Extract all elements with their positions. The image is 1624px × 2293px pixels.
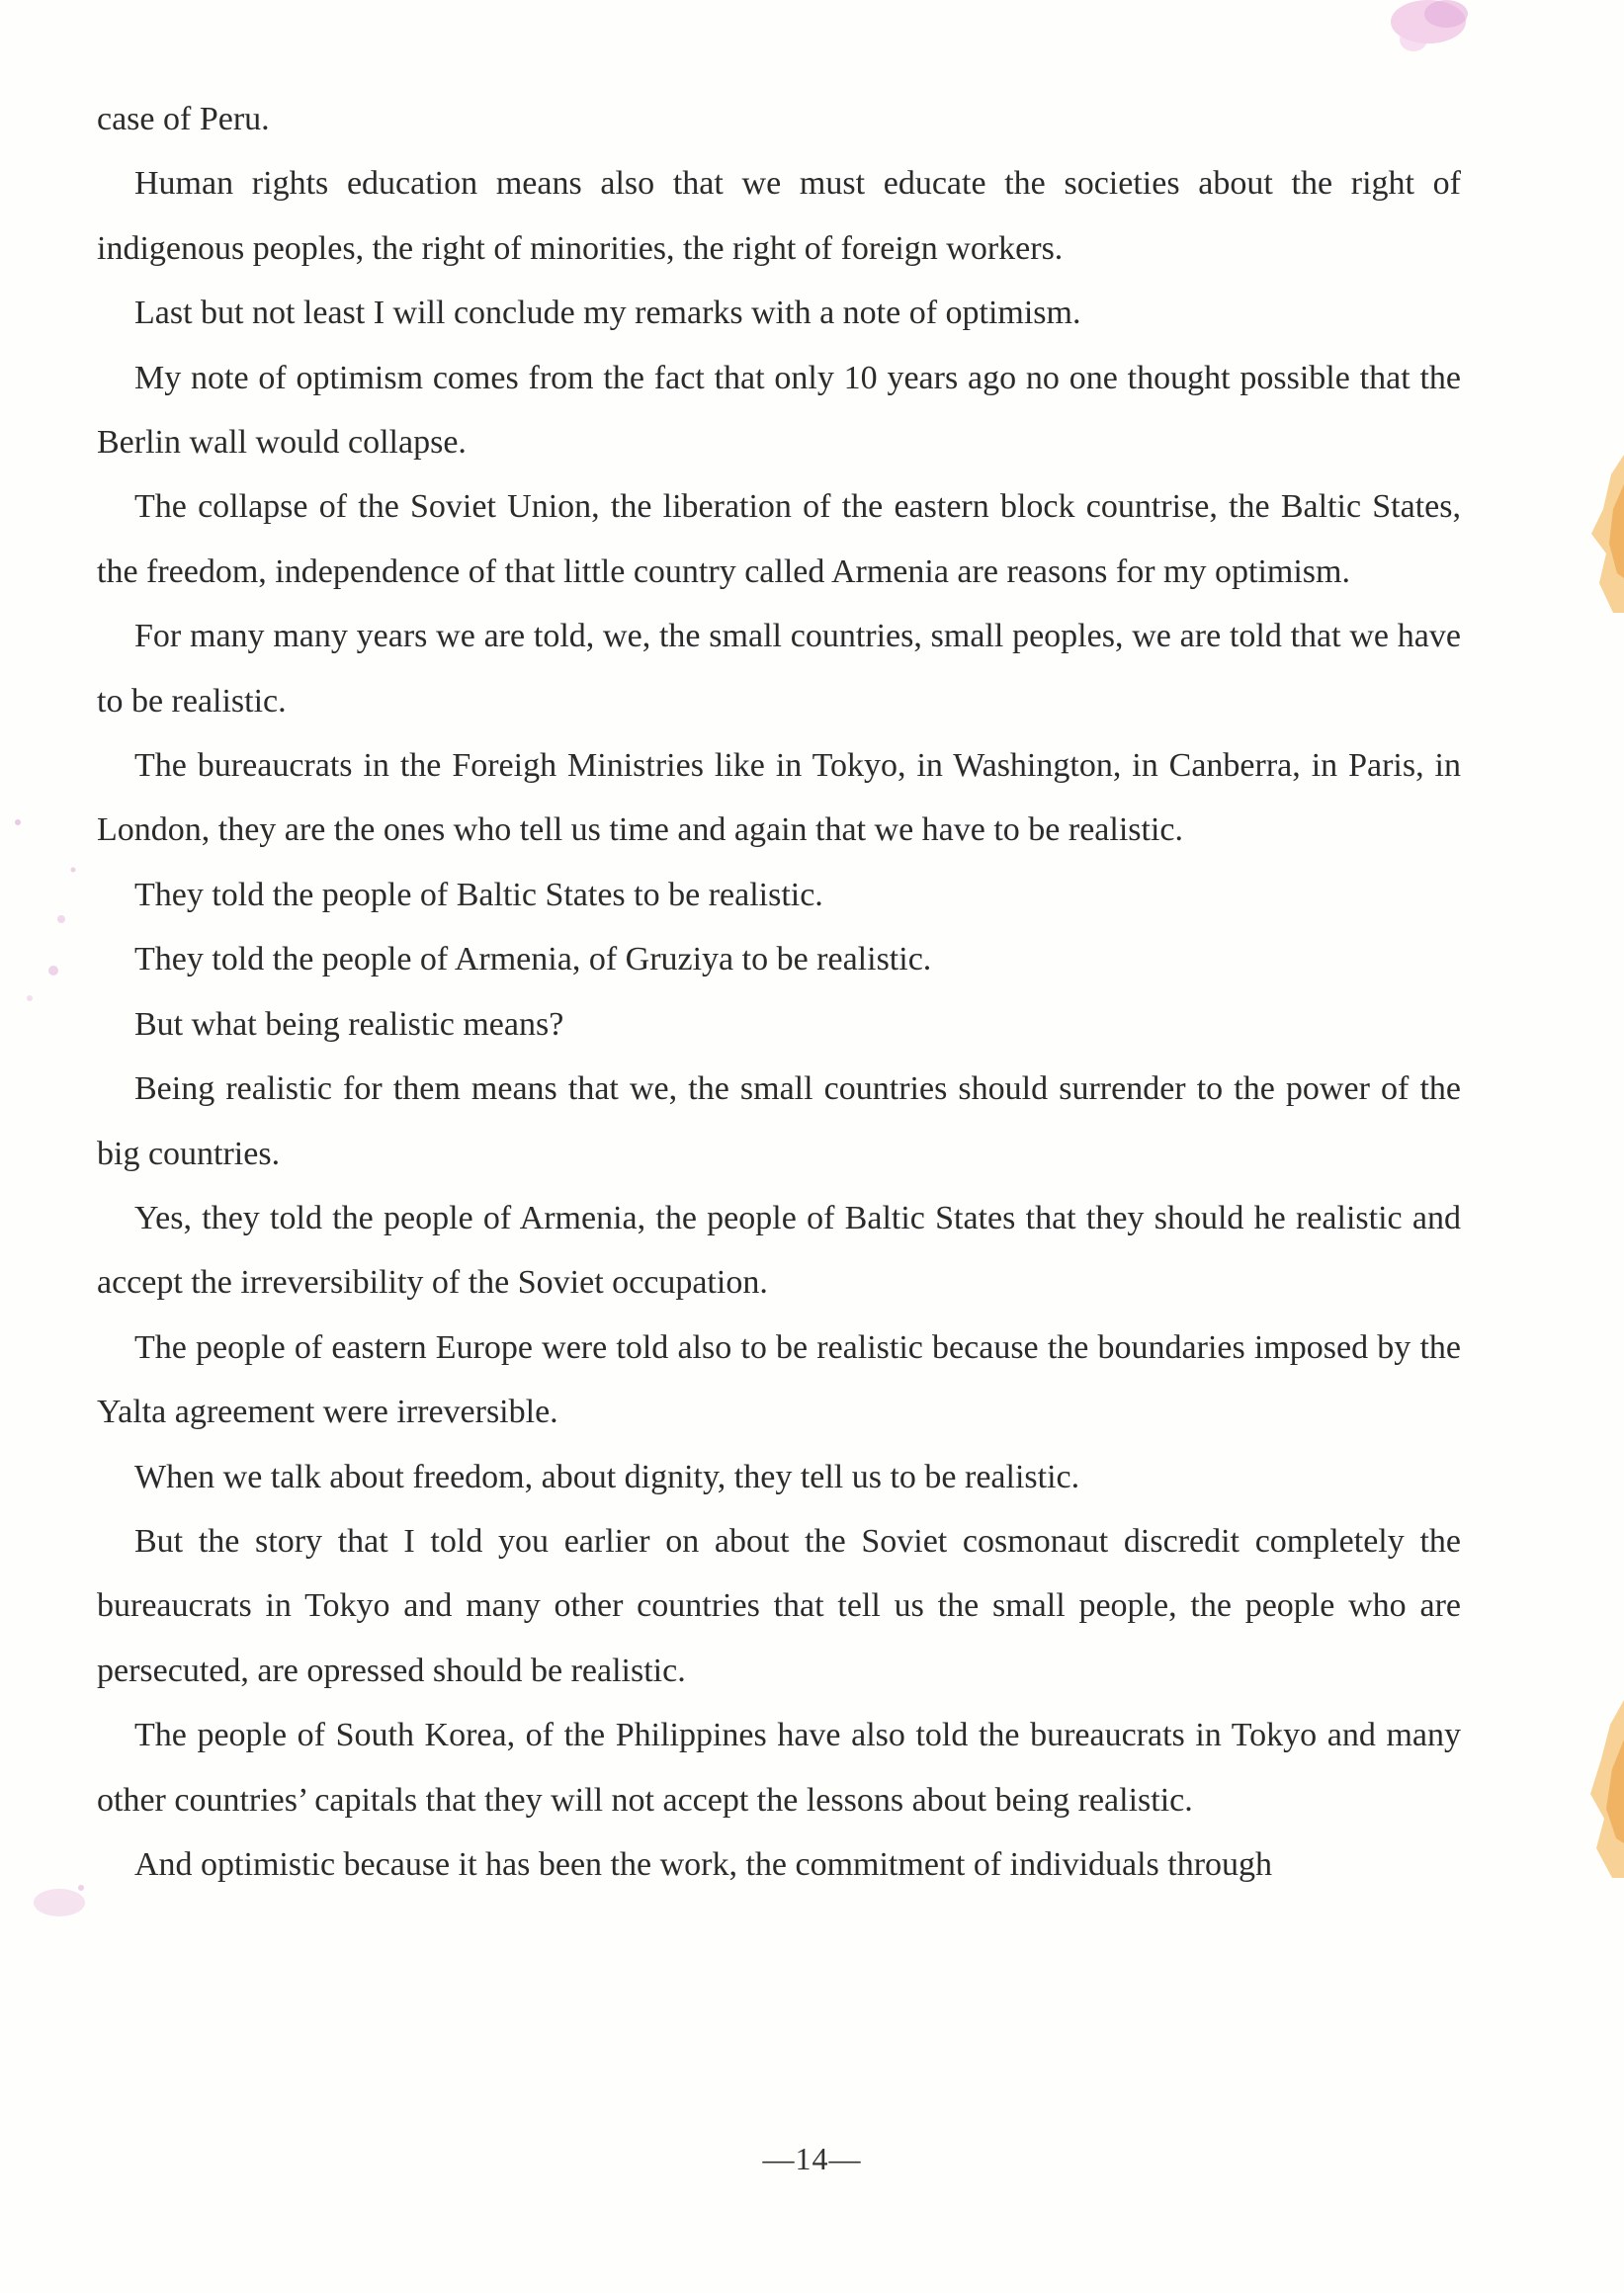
page-number: —14— [762,2141,862,2176]
paragraph: The people of South Korea, of the Philippines have also told the bureaucrats in Tokyo and many other countries’ capitals that they will not accept the lessons about being realistic. [97,1717,1461,1819]
paragraph: Yes, they told the people of Armenia, the people of Baltic States that they should he realistic and accept the irreversibility of the Soviet occupation. [97,1199,1461,1302]
paragraph: The bureaucrats in the Foreigh Ministries like in Tokyo, in Washington, in Canberra, in Paris, in London, they are the ones who tell us time and again that we have to be realistic. [97,747,1461,849]
paragraph: When we talk about freedom, about dignity, they tell us to be realistic. [134,1458,1080,1495]
paragraph: Being realistic for them means that we, the small countries should surrender to the power of the big countries. [97,1070,1461,1172]
paragraph: My note of optimism comes from the fact that only 10 years ago no one thought possible that the Berlin wall would collapse. [97,359,1461,462]
orange-stain-right-upper [1552,455,1624,613]
paragraph: They told the people of Baltic States to be realistic. [134,876,823,913]
body-text [97,87,1461,1897]
paragraph: For many many years we are told, we, the small countries, small peoples, we are told that we have to be realistic. [97,618,1461,720]
paragraph: But the story that I told you earlier on about the Soviet cosmonaut discredit completely the bureaucrats in Tokyo and many other countries that tell us the small people, the people who are persecuted, are opressed should be realistic. [97,1522,1461,1689]
paragraph: And optimistic because it has been the work, the commitment of individuals through [134,1845,1273,1883]
paragraph: The people of eastern Europe were told also to be realistic because the boundaries imposed by the Yalta agreement were irreversible. [97,1328,1461,1431]
pink-stain-top-right [1369,0,1488,69]
pink-speckles-left [0,751,109,1077]
paragraph: They told the people of Armenia, of Gruziya to be realistic. [134,941,932,978]
paragraph: But what being realistic means? [134,1005,564,1043]
paragraph: case of Peru. [97,101,270,137]
paragraph: The collapse of the Soviet Union, the liberation of the eastern block countrise, the Baltic States, the freedom, independence of that little country called Armenia are reasons for my optimism. [97,488,1461,590]
pink-speckles-left-lower [20,1858,109,1947]
paragraph: Last but not least I will conclude my remarks with a note of optimism. [134,295,1081,332]
paragraph: Human rights education means also that we must educate the societies about the right of indigenous peoples, the right of minorities, the right of foreign workers. [97,165,1461,267]
orange-stain-right-lower [1547,1700,1624,1878]
